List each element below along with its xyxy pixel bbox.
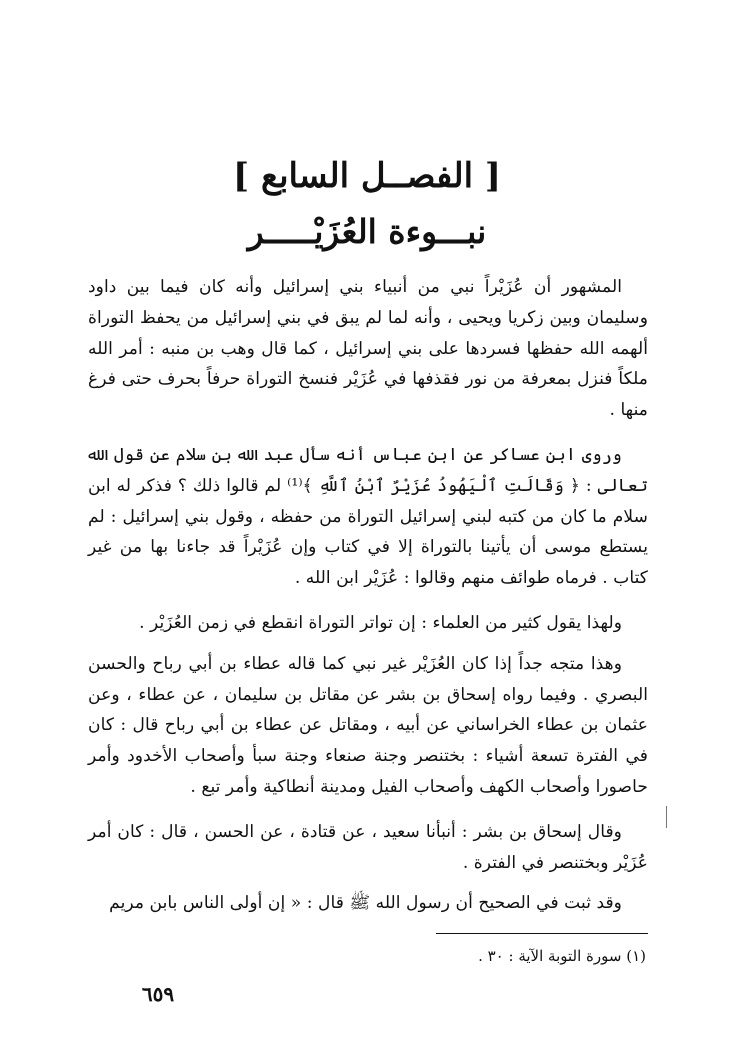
chapter-subtitle: نبـــوءة العُزَيْـــــر (247, 212, 487, 251)
paragraph: ولهذا يقول كثير من العلماء : إن تواتر التوراة انقطع في زمن العُزَيْر . (139, 612, 622, 633)
margin-mark (666, 806, 667, 828)
paragraph: وقال إسحاق بن بشر : أنبأنا سعيد ، عن قتادة ، عن الحسن ، قال : كان أمر عُزَيْر وبختنصر في الفترة . (88, 821, 648, 873)
footnote: (١) سورة التوبة الآية : ٣٠ . (478, 947, 646, 965)
paragraph: وقد ثبت في الصحيح أن رسول الله ﷺ قال : « إن أولى الناس بابن مريم (109, 893, 622, 914)
page-number: ٦٥٩ (141, 982, 175, 1006)
body-text (88, 272, 648, 933)
paragraph: المشهور أن عُزَيْراً نبي من أنبياء بني إسرائيل وأنه كان فيما بين داود وسليمان وبين زكريا ويحيى ، وأنه لما لم يبق في بني إسرائيل من يحفظ التوراة ألهمه الله حفظها فسردها على بني إسرائيل ، كما قال وهب بن منبه : أمر الله ملكاً فنزل بمعرفة من نور فقذفها في عُزَيْر فنسخ التوراة حرفاً بحرف حتى فرغ منها . (88, 277, 648, 421)
paragraph: وروى ابن عساكر عن ابن عباس أنه سأل عبد الله بن سلام عن قول الله تعالى : ﴿ وَقَالَتِ ٱلْيَهُودُ عُزَيْرٌ ٱبْنُ ٱللَّهِ ﴾⁽¹⁾ لم قالوا ذلك ؟ فذكر له ابن سلام ما كان من كتبه لبني إسرائيل التوراة من حفظه ، وقول بني إسرائيل : لم يستطع موسى أن يأتينا بالتوراة إلا في كتاب وإن عُزَيْراً قد جاءنا بها من غير كتاب . فرماه طوائف منهم وقالوا : عُزَيْر ابن الله . (88, 444, 649, 589)
chapter-title: [ الفصــل السابع ] (233, 156, 501, 196)
footnote-divider (436, 933, 648, 934)
paragraph: وهذا متجه جداً إذا كان العُزَيْر غير نبي كما قاله عطاء بن أبي رباح والحسن البصري . وفيما رواه إسحاق بن بشر عن مقاتل بن سليمان ، عن عطاء ، وعن عثمان بن عطاء الخراساني عن أبيه ، ومقاتل عن عطاء بن أبي رباح قال : كان في الفترة تسعة أشياء : بختنصر وجنة صنعاء وجنة سبأ وأصحاب الأخدود وأمر حاصورا وأصحاب الكهف وأصحاب الفيل ومدينة أنطاكية وأمر تبع . (88, 653, 648, 797)
